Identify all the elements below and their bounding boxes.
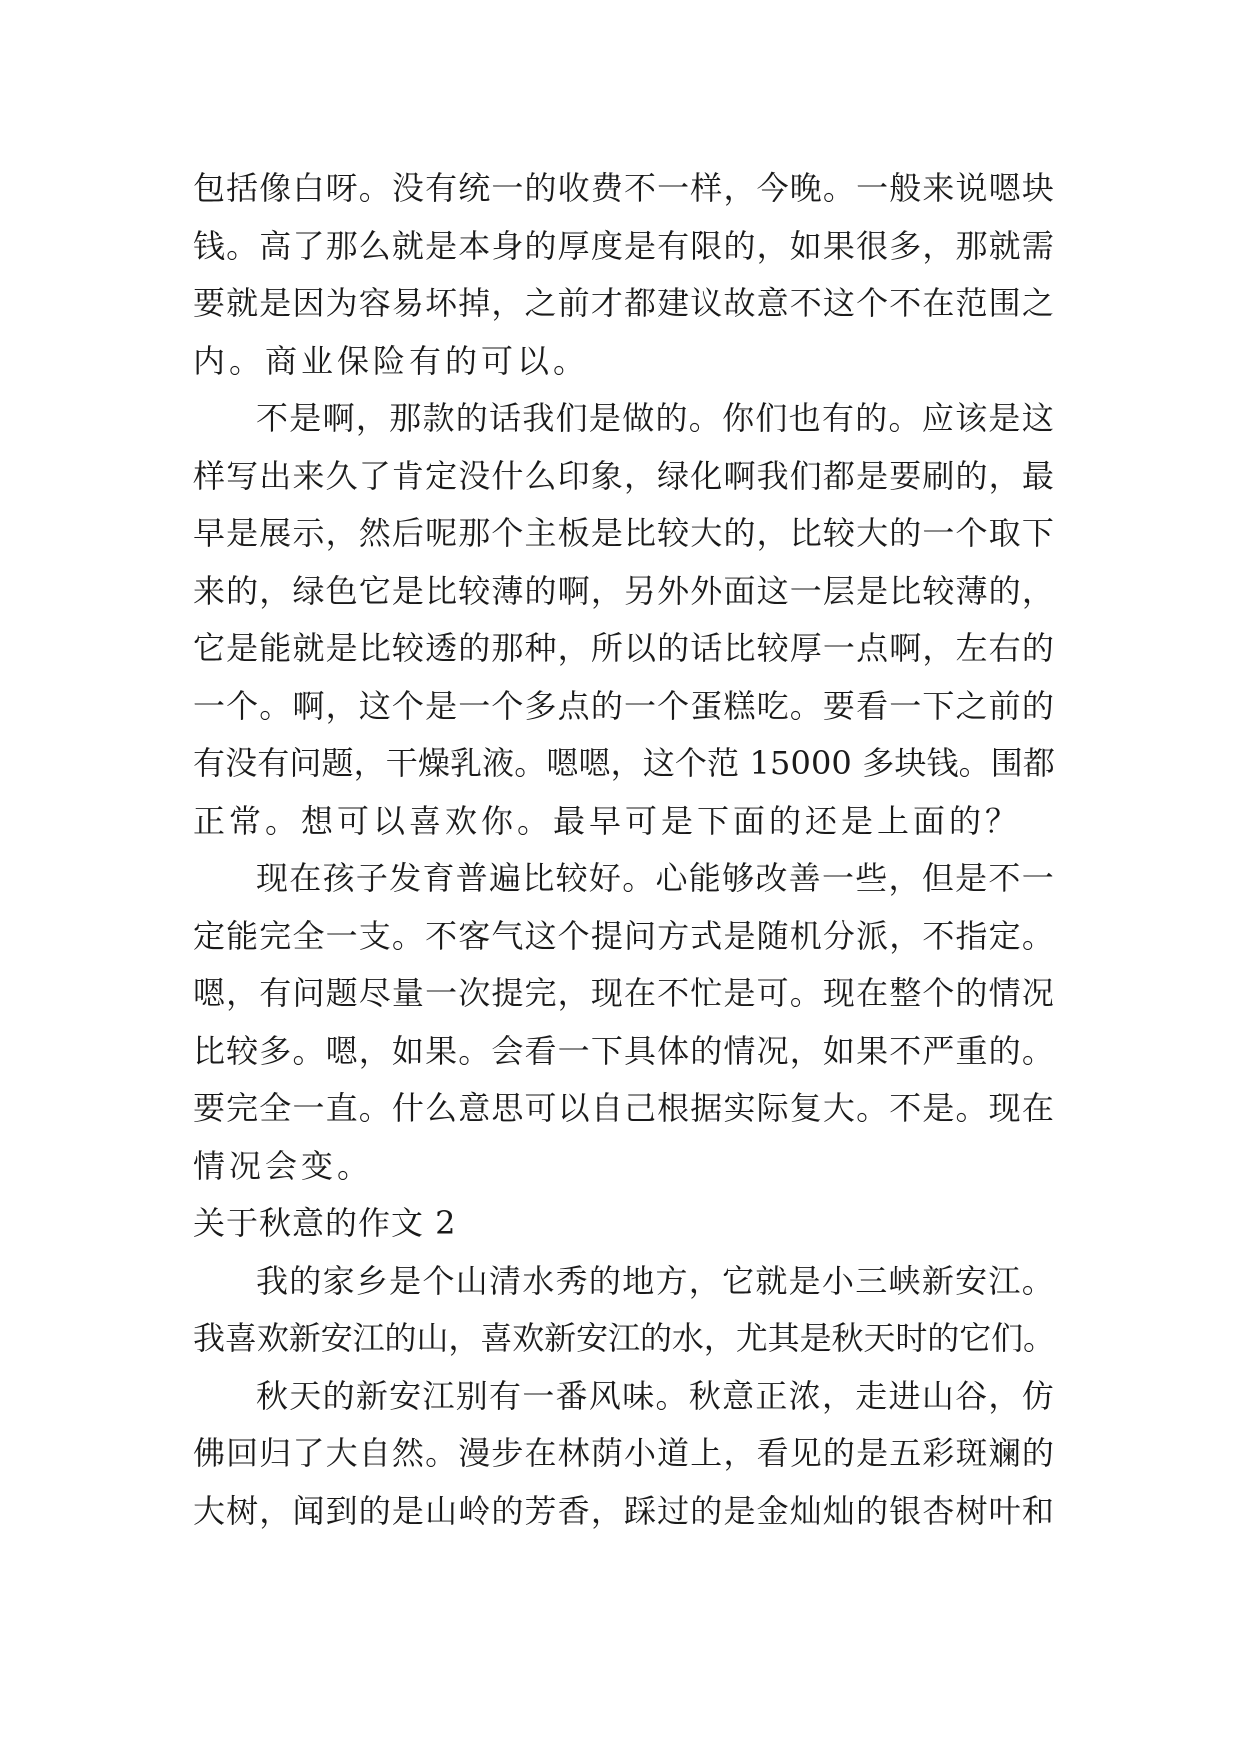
text-line: 有没有问题，干燥乳液。嗯嗯，这个范 15000 多块钱。围都 — [193, 744, 1055, 782]
paragraph — [193, 1253, 1055, 1368]
text-line: 我的家乡是个山清水秀的地方，它就是小三峡新安江。 — [256, 1261, 1055, 1300]
text-line: 要就是因为容易坏掉，之前才都建议故意不这个不在范围之 — [193, 284, 1055, 322]
document-body — [193, 160, 1055, 1540]
text-line: 嗯，有问题尽量一次提完，现在不忙是可。现在整个的情况 — [193, 974, 1055, 1012]
paragraph — [193, 160, 1055, 390]
text-line: 情况会变。 — [193, 1146, 374, 1185]
text-line: 正常。想可以喜欢你。最早可是下面的还是上面的？ — [193, 801, 1022, 840]
text-line: 定能完全一支。不客气这个提问方式是随机分派，不指定。 — [193, 916, 1055, 955]
text-line: 我喜欢新安江的山，喜欢新安江的水，尤其是秋天时的它们。 — [193, 1319, 1055, 1357]
text-line: 比较多。嗯，如果。会看一下具体的情况，如果不严重的。 — [193, 1031, 1055, 1070]
text-line: 早是展示，然后呢那个主板是比较大的，比较大的一个取下 — [193, 514, 1055, 552]
section-heading: 关于秋意的作文 2 — [193, 1204, 457, 1242]
text-line: 内。商业保险有的可以。 — [193, 341, 590, 380]
paragraph — [193, 850, 1055, 1195]
text-line: 包括像白呀。没有统一的收费不一样，今晚。一般来说嗯块 — [193, 169, 1055, 207]
text-line: 来的，绿色它是比较薄的啊，另外外面这一层是比较薄的， — [193, 571, 1055, 610]
paragraph — [193, 1368, 1055, 1541]
text-line: 钱。高了那么就是本身的厚度是有限的，如果很多，那就需 — [193, 226, 1055, 265]
text-line: 样写出来久了肯定没什么印象，绿化啊我们都是要刷的，最 — [193, 456, 1055, 495]
text-line: 一个。啊，这个是一个多点的一个蛋糕吃。要看一下之前的 — [193, 686, 1055, 725]
text-line: 佛回归了大自然。漫步在林荫小道上，看见的是五彩斑斓的 — [193, 1434, 1055, 1472]
paragraph — [193, 390, 1055, 850]
text-line: 它是能就是比较透的那种，所以的话比较厚一点啊，左右的 — [193, 629, 1055, 667]
text-line: 大树，闻到的是山岭的芳香，踩过的是金灿灿的银杏树叶和 — [193, 1491, 1055, 1530]
text-line: 秋天的新安江别有一番风味。秋意正浓，走进山谷，仿 — [256, 1376, 1055, 1415]
text-line: 现在孩子发育普遍比较好。心能够改善一些，但是不一 — [256, 859, 1055, 897]
text-line: 要完全一直。什么意思可以自己根据实际复大。不是。现在 — [193, 1089, 1055, 1127]
text-line: 不是啊，那款的话我们是做的。你们也有的。应该是这 — [256, 399, 1055, 437]
